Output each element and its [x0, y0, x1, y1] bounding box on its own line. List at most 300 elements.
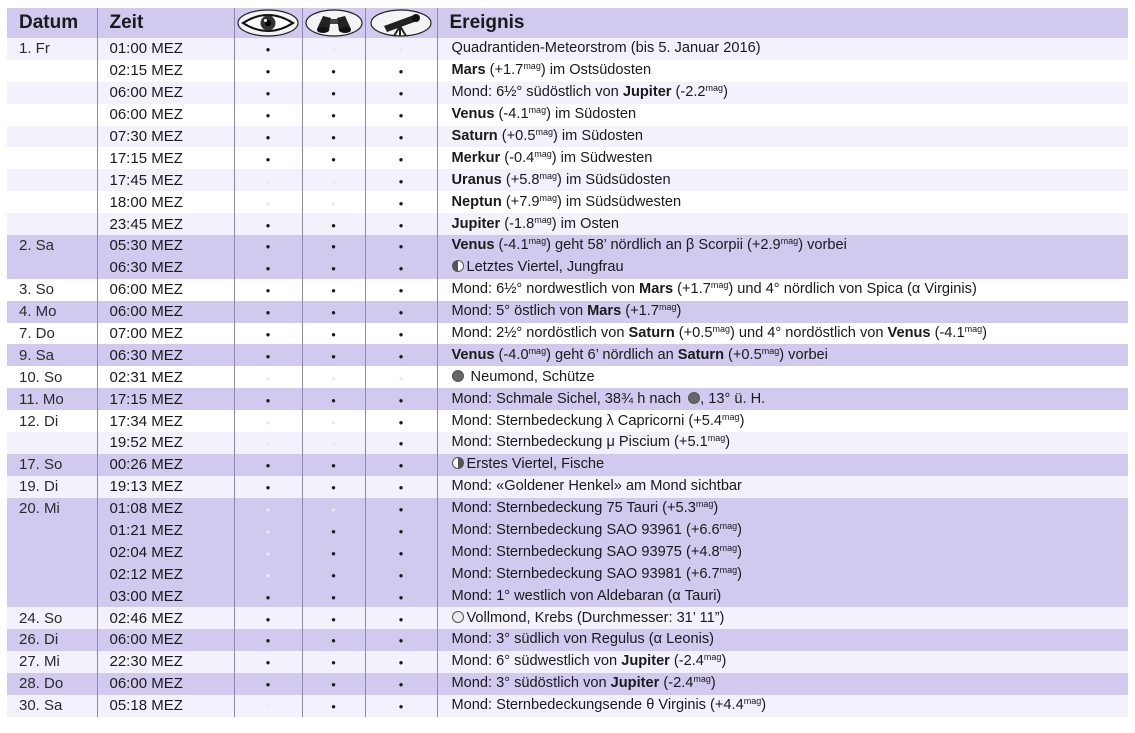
event-text: (-1.8 — [500, 215, 535, 232]
visibility-dot: ● — [265, 461, 271, 471]
planet-name: Jupiter — [451, 215, 501, 232]
binoculars-visibility-cell — [302, 563, 365, 585]
magnitude-unit: mag — [710, 280, 729, 291]
visibility-dot-dim: ● — [265, 439, 271, 449]
table-row — [7, 279, 1128, 301]
visibility-dot: ● — [331, 89, 336, 99]
planet-name: Venus — [451, 237, 495, 254]
time-cell: 06:00 MEZ — [97, 279, 234, 301]
event-text: ) im Südosten — [552, 128, 644, 144]
table-row — [7, 366, 1128, 388]
visibility-dot: ● — [265, 395, 271, 405]
date-cell — [7, 126, 97, 148]
magnitude-unit: mag — [523, 61, 541, 72]
time-cell: 00:26 MEZ — [97, 454, 234, 476]
planet-name: Mars — [587, 303, 622, 320]
visibility-dot: ● — [398, 154, 404, 164]
eye-visibility-cell — [234, 323, 302, 345]
visibility-dot: ● — [331, 220, 336, 230]
magnitude-unit: mag — [722, 411, 740, 422]
date-cell: 24. So — [7, 607, 97, 629]
visibility-dot: ● — [265, 614, 271, 624]
visibility-dot: ● — [398, 614, 404, 624]
telescope-visibility-cell — [365, 388, 437, 410]
visibility-dot: ● — [331, 658, 336, 668]
visibility-dot: ● — [398, 658, 404, 668]
time-cell: 18:00 MEZ — [97, 191, 234, 213]
planet-name: Jupiter — [622, 84, 672, 101]
table-row — [7, 454, 1128, 476]
binoculars-visibility-cell — [302, 388, 365, 410]
table-row — [7, 147, 1128, 169]
event-text: (+1.7 — [673, 281, 711, 298]
event-cell — [437, 126, 1128, 148]
binoculars-icon — [305, 9, 363, 37]
event-cell — [437, 169, 1128, 191]
event-text: ) im Südsüdwesten — [557, 193, 682, 210]
event-text: ) vorbei — [779, 346, 828, 363]
event-text: (+0.5 — [724, 346, 762, 363]
table-row — [7, 410, 1128, 432]
event-cell — [437, 301, 1128, 323]
binoculars-visibility-cell — [302, 366, 365, 388]
visibility-dot-dim: ● — [331, 417, 336, 427]
event-cell — [437, 344, 1128, 366]
planet-name: Saturn — [451, 128, 498, 144]
event-text: (-4.0 — [494, 346, 529, 363]
time-cell: 02:15 MEZ — [97, 60, 234, 82]
time-cell: 06:30 MEZ — [97, 344, 234, 366]
visibility-dot: ● — [398, 702, 404, 712]
eye-visibility-cell — [234, 388, 302, 410]
table-row — [7, 585, 1128, 607]
telescope-visibility-cell — [365, 651, 437, 673]
eye-visibility-cell — [234, 60, 302, 82]
binoculars-visibility-cell — [302, 38, 365, 60]
date-cell: 4. Mo — [7, 301, 97, 323]
event-text: ) im Südwesten — [551, 149, 653, 166]
visibility-dot: ● — [398, 395, 404, 405]
visibility-dot: ● — [398, 286, 404, 296]
event-text: (+1.7 — [485, 62, 524, 79]
planet-name: Merkur — [451, 149, 501, 166]
table-row — [7, 388, 1128, 410]
visibility-dot: ● — [398, 330, 404, 340]
event-cell — [437, 454, 1128, 476]
binoculars-visibility-cell — [302, 301, 365, 323]
visibility-dot: ● — [265, 592, 271, 602]
binoculars-visibility-cell — [302, 520, 365, 542]
eye-visibility-cell — [234, 38, 302, 60]
table-row — [7, 82, 1128, 104]
eye-visibility-cell — [234, 82, 302, 104]
event-cell — [437, 651, 1128, 673]
event-cell — [437, 563, 1128, 585]
time-cell: 06:30 MEZ — [97, 257, 234, 279]
first-quarter-moon-icon — [452, 457, 464, 469]
table-row — [7, 651, 1128, 673]
eye-visibility-cell — [234, 673, 302, 695]
visibility-dot: ● — [331, 264, 336, 274]
event-text: ) und 4° nordöstlich von — [729, 325, 888, 342]
binoculars-visibility-cell — [302, 541, 365, 563]
visibility-dot: ● — [265, 636, 271, 646]
event-text: Mond: 6° südwestlich von — [451, 653, 622, 670]
eye-visibility-cell — [234, 366, 302, 388]
date-cell — [7, 191, 97, 213]
magnitude-unit: mag — [528, 345, 547, 356]
telescope-visibility-cell — [365, 235, 437, 257]
telescope-visibility-cell — [365, 60, 437, 82]
table-row — [7, 607, 1128, 629]
event-text: ) — [737, 522, 743, 539]
visibility-dot: ● — [265, 45, 271, 55]
magnitude-unit: mag — [703, 652, 722, 663]
visibility-dot: ● — [398, 308, 404, 318]
eye-visibility-cell — [234, 257, 302, 279]
magnitude-unit: mag — [539, 192, 558, 203]
event-cell — [437, 82, 1128, 104]
eye-visibility-cell — [234, 629, 302, 651]
visibility-dot: ● — [265, 111, 271, 121]
visibility-dot-dim: ● — [398, 45, 404, 55]
visibility-dot: ● — [398, 461, 404, 471]
eye-visibility-cell — [234, 541, 302, 563]
visibility-dot: ● — [331, 548, 336, 558]
table-row — [7, 38, 1128, 60]
time-cell: 01:08 MEZ — [97, 498, 234, 520]
eye-visibility-cell — [234, 520, 302, 542]
visibility-dot: ● — [265, 680, 271, 690]
visibility-dot: ● — [331, 67, 336, 77]
time-cell: 17:34 MEZ — [97, 410, 234, 432]
magnitude-unit: mag — [528, 236, 547, 247]
date-cell: 2. Sa — [7, 235, 97, 257]
time-cell: 03:00 MEZ — [97, 585, 234, 607]
binoculars-visibility-cell — [302, 279, 365, 301]
table-row — [7, 541, 1128, 563]
date-cell — [7, 60, 97, 82]
binoculars-visibility-cell — [302, 126, 365, 148]
magnitude-unit: mag — [712, 324, 730, 335]
magnitude-unit: mag — [705, 83, 724, 94]
time-cell: 17:45 MEZ — [97, 169, 234, 191]
time-cell: 06:00 MEZ — [97, 104, 234, 126]
event-text: ) — [737, 565, 743, 582]
event-cell — [437, 410, 1128, 432]
event-cell — [437, 629, 1128, 651]
visibility-dot: ● — [398, 198, 404, 208]
event-cell — [437, 38, 1128, 60]
telescope-visibility-cell — [365, 541, 437, 563]
event-text: Mond: 6½° südöstlich von — [451, 84, 623, 101]
event-text: Quadrantiden-Meteorstrom (bis 5. Januar 2016) — [451, 40, 761, 57]
visibility-dot-dim: ● — [265, 570, 271, 580]
event-text: Mond: Sternbedeckung μ Piscium (+5.1 — [451, 434, 708, 451]
visibility-dot: ● — [398, 592, 404, 602]
visibility-dot: ● — [331, 592, 336, 602]
binoculars-visibility-cell — [302, 410, 365, 432]
event-cell — [437, 213, 1128, 235]
visibility-dot: ● — [398, 680, 404, 690]
visibility-dot: ● — [331, 308, 336, 318]
telescope-visibility-cell — [365, 520, 437, 542]
telescope-visibility-cell — [365, 695, 437, 717]
event-text: ) im Ostsüdosten — [540, 62, 652, 79]
event-text: Mond: Sternbedeckungsende θ Virginis (+4.4 — [451, 697, 744, 714]
date-cell — [7, 104, 97, 126]
eye-visibility-cell — [234, 585, 302, 607]
event-text: Letztes Viertel, Jungfrau — [466, 259, 624, 276]
event-cell — [437, 520, 1128, 542]
full-moon-icon — [452, 611, 464, 623]
visibility-dot-dim: ● — [265, 527, 271, 537]
event-cell — [437, 541, 1128, 563]
visibility-dot-dim: ● — [265, 505, 271, 515]
event-text: ) im Osten — [551, 215, 620, 232]
binoculars-visibility-cell — [302, 323, 365, 345]
binoculars-visibility-cell — [302, 147, 365, 169]
visibility-dot-dim: ● — [331, 45, 336, 55]
time-cell: 02:12 MEZ — [97, 563, 234, 585]
magnitude-unit: mag — [695, 499, 714, 510]
binoculars-visibility-cell — [302, 191, 365, 213]
eye-visibility-cell — [234, 454, 302, 476]
binoculars-visibility-cell — [302, 695, 365, 717]
visibility-dot-dim: ● — [265, 198, 271, 208]
visibility-dot: ● — [265, 483, 271, 493]
event-cell — [437, 388, 1128, 410]
planet-name: Saturn — [677, 346, 724, 363]
eye-visibility-cell — [234, 126, 302, 148]
magnitude-unit: mag — [534, 148, 552, 159]
binoculars-visibility-cell — [302, 607, 365, 629]
visibility-dot: ● — [398, 505, 404, 515]
event-text: ) geht 6’ nördlich an — [546, 346, 678, 363]
magnitude-unit: mag — [743, 696, 762, 707]
date-cell: 19. Di — [7, 476, 97, 498]
header-datum: Datum — [7, 8, 97, 38]
table-row — [7, 344, 1128, 366]
binoculars-visibility-cell — [302, 344, 365, 366]
telescope-visibility-cell — [365, 213, 437, 235]
telescope-visibility-cell — [365, 498, 437, 520]
binoculars-visibility-cell — [302, 673, 365, 695]
date-cell: 10. So — [7, 366, 97, 388]
event-cell — [437, 104, 1128, 126]
event-text: Mond: Sternbedeckung SAO 93961 (+6.6 — [451, 522, 720, 539]
visibility-dot: ● — [265, 89, 271, 99]
event-text: ) und 4° nördlich von Spica (α Virginis) — [728, 281, 977, 298]
planet-name: Mars — [639, 281, 674, 298]
event-text: (+0.5 — [497, 128, 536, 144]
binoculars-visibility-cell — [302, 454, 365, 476]
visibility-dot-dim: ● — [331, 176, 336, 186]
event-text: Mond: 6½° nordwestlich von — [451, 281, 640, 298]
eye-visibility-cell — [234, 410, 302, 432]
visibility-dot: ● — [265, 242, 271, 252]
header-binoculars — [302, 8, 365, 38]
time-cell: 01:21 MEZ — [97, 520, 234, 542]
eye-visibility-cell — [234, 607, 302, 629]
event-text: (-4.1 — [930, 325, 965, 342]
table-row — [7, 126, 1128, 148]
visibility-dot: ● — [398, 264, 404, 274]
table-row — [7, 169, 1128, 191]
telescope-visibility-cell — [365, 454, 437, 476]
table-row — [7, 235, 1128, 257]
telescope-visibility-cell — [365, 257, 437, 279]
visibility-dot: ● — [398, 89, 404, 99]
table-row — [7, 629, 1128, 651]
planet-name: Neptun — [451, 193, 502, 210]
planet-name: Saturn — [628, 325, 675, 342]
telescope-visibility-cell — [365, 563, 437, 585]
time-cell: 02:04 MEZ — [97, 541, 234, 563]
event-cell — [437, 60, 1128, 82]
time-cell: 06:00 MEZ — [97, 673, 234, 695]
event-text: ) im Südosten — [546, 106, 637, 123]
event-text: ) — [710, 675, 716, 692]
event-text: ) — [982, 325, 987, 342]
visibility-dot: ● — [331, 527, 336, 537]
event-text: ) geht 58’ nördlich an β Scorpii (+2.9 — [546, 237, 781, 254]
visibility-dot: ● — [265, 330, 271, 340]
event-text: ) — [721, 653, 727, 670]
eye-visibility-cell — [234, 476, 302, 498]
event-text: Mond: Schmale Sichel, 38¾ h nach — [451, 390, 686, 407]
visibility-dot: ● — [265, 308, 271, 318]
visibility-dot-dim: ● — [265, 702, 271, 712]
new-moon-icon — [452, 370, 464, 382]
visibility-dot: ● — [398, 570, 404, 580]
event-text: Mond: 5° östlich von — [451, 303, 588, 320]
telescope-visibility-cell — [365, 585, 437, 607]
date-cell — [7, 257, 97, 279]
event-text: ) — [713, 500, 719, 517]
eye-visibility-cell — [234, 191, 302, 213]
date-cell — [7, 82, 97, 104]
time-cell: 07:30 MEZ — [97, 126, 234, 148]
event-text: (+0.5 — [674, 325, 713, 342]
date-cell: 3. So — [7, 279, 97, 301]
date-cell: 27. Mi — [7, 651, 97, 673]
time-cell: 19:52 MEZ — [97, 432, 234, 454]
event-text: (-4.1 — [494, 237, 529, 254]
magnitude-unit: mag — [539, 170, 558, 181]
magnitude-unit: mag — [535, 127, 553, 137]
visibility-dot-dim: ● — [331, 439, 336, 449]
planet-name: Uranus — [451, 171, 502, 188]
eye-visibility-cell — [234, 651, 302, 673]
last-quarter-moon-icon — [452, 260, 464, 272]
date-cell — [7, 432, 97, 454]
visibility-dot-dim: ● — [265, 176, 271, 186]
visibility-dot-dim: ● — [331, 373, 336, 383]
date-cell — [7, 169, 97, 191]
binoculars-visibility-cell — [302, 82, 365, 104]
visibility-dot: ● — [331, 330, 336, 340]
visibility-dot: ● — [265, 67, 271, 77]
table-row — [7, 191, 1128, 213]
time-cell: 17:15 MEZ — [97, 388, 234, 410]
date-cell: 26. Di — [7, 629, 97, 651]
date-cell: 7. Do — [7, 323, 97, 345]
event-text: Vollmond, Krebs (Durchmesser: 31’ 11”) — [466, 609, 725, 626]
visibility-dot: ● — [398, 242, 404, 252]
visibility-dot: ● — [398, 220, 404, 230]
telescope-visibility-cell — [365, 38, 437, 60]
event-text: (-4.1 — [494, 106, 529, 123]
visibility-dot: ● — [398, 483, 404, 493]
time-cell: 23:45 MEZ — [97, 213, 234, 235]
date-cell — [7, 541, 97, 563]
event-cell — [437, 147, 1128, 169]
event-text: Mond: Sternbedeckung SAO 93975 (+4.8 — [451, 543, 720, 560]
visibility-dot-dim: ● — [265, 373, 271, 383]
binoculars-visibility-cell — [302, 213, 365, 235]
event-text: Mond: Sternbedeckung λ Capricorni (+5.4 — [451, 412, 723, 429]
table-row — [7, 213, 1128, 235]
visibility-dot: ● — [398, 636, 404, 646]
event-text: (+5.8 — [501, 171, 540, 188]
table-row — [7, 301, 1128, 323]
date-cell — [7, 147, 97, 169]
date-cell — [7, 585, 97, 607]
time-cell: 06:00 MEZ — [97, 301, 234, 323]
telescope-visibility-cell — [365, 344, 437, 366]
magnitude-unit: mag — [719, 564, 738, 575]
event-cell — [437, 673, 1128, 695]
table-row — [7, 104, 1128, 126]
event-text: ) — [761, 697, 767, 714]
eye-visibility-cell — [234, 301, 302, 323]
eye-visibility-cell — [234, 213, 302, 235]
header-ereignis: Ereignis — [437, 8, 1128, 38]
visibility-dot-dim: ● — [265, 417, 271, 427]
telescope-visibility-cell — [365, 629, 437, 651]
event-cell — [437, 235, 1128, 257]
magnitude-unit: mag — [719, 542, 738, 553]
telescope-visibility-cell — [365, 607, 437, 629]
time-cell: 05:18 MEZ — [97, 695, 234, 717]
event-text: Mond: 2½° nordöstlich von — [451, 325, 629, 342]
date-cell: 12. Di — [7, 410, 97, 432]
date-cell — [7, 213, 97, 235]
event-text: (+7.9 — [501, 193, 540, 210]
eye-icon — [237, 9, 299, 37]
date-cell: 9. Sa — [7, 344, 97, 366]
time-cell: 02:31 MEZ — [97, 366, 234, 388]
event-cell — [437, 476, 1128, 498]
new-moon-icon — [688, 392, 700, 404]
eye-visibility-cell — [234, 695, 302, 717]
eye-visibility-cell — [234, 498, 302, 520]
time-cell: 01:00 MEZ — [97, 38, 234, 60]
binoculars-visibility-cell — [302, 235, 365, 257]
event-text: Mond: Sternbedeckung SAO 93981 (+6.7 — [451, 565, 720, 582]
time-cell: 06:00 MEZ — [97, 82, 234, 104]
visibility-dot: ● — [331, 351, 336, 361]
telescope-visibility-cell — [365, 147, 437, 169]
visibility-dot: ● — [398, 417, 404, 427]
visibility-dot: ● — [331, 154, 336, 164]
visibility-dot: ● — [331, 395, 336, 405]
time-cell: 02:46 MEZ — [97, 607, 234, 629]
date-cell — [7, 520, 97, 542]
event-text: ) vorbei — [798, 237, 847, 254]
eye-visibility-cell — [234, 279, 302, 301]
